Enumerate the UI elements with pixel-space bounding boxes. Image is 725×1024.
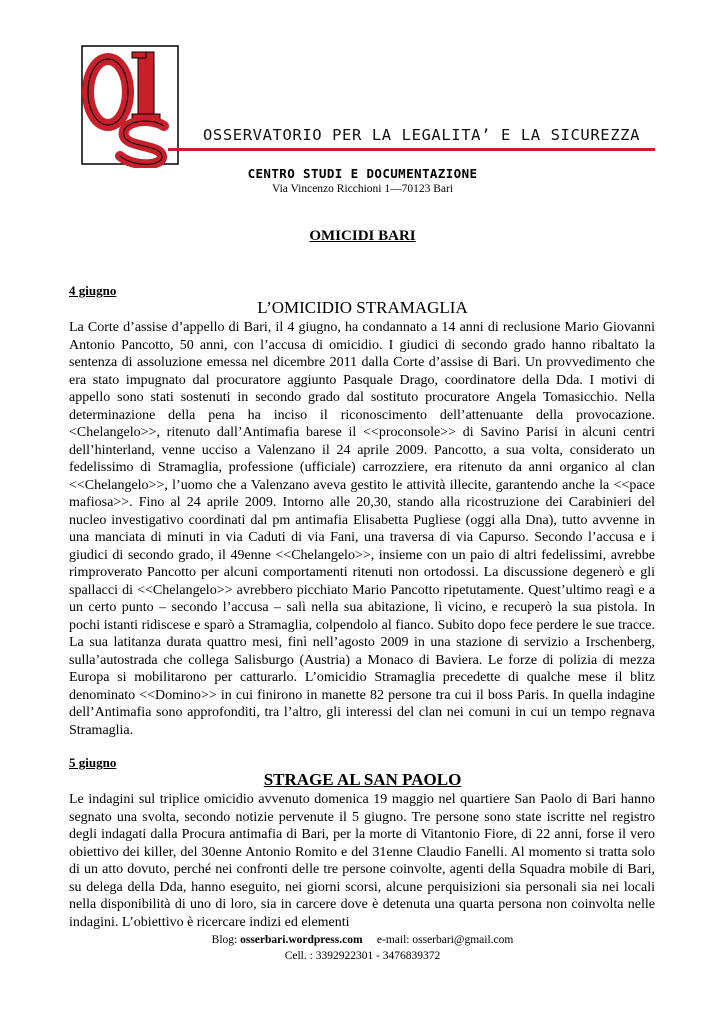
article-date: 4 giugno (69, 283, 117, 298)
article-body: Le indagini sul triplice omicidio avvenuto domenica 19 maggio nel quartiere San Paolo di Bari hanno segnato una svolta, secondo notizie pervenute il 5 giugno. Tre persone sono state iscritte nel registro degli indagati dalla Procura antimafia di Bari, per la morte di Vitantonio Fiore, di 22 anni, forse il vero obiettivo dei killer, del 30enne Antonio Romito e del 31enne Claudio Fanelli. Al momento si tratta solo di un atto dovuto, perché nei confronti delle tre persone coinvolte, agenti della Squadra mobile di Bari, su delega della Dda, hanno eseguito, nei giorni scorsi, alcune perquisizioni sia personali sia nei locali nella disponibilità di uno di loro, sia in carcere dove è detenuta una quarta persona non coinvolta nelle indagini. L’obiettivo è ricercare indizi ed elementi (69, 792, 655, 930)
header-divider (168, 148, 655, 151)
footer-phones: Cell. : 3392922301 - 3476839372 (284, 950, 441, 962)
document-title: OMICIDI BARI (309, 228, 416, 244)
email-label: e-mail: (376, 934, 410, 946)
article-date: 5 giugno (69, 755, 117, 770)
blog-link[interactable]: osserbari.wordpress.com (240, 934, 363, 946)
email-link[interactable]: osserbari@gmail.com (412, 934, 514, 946)
organization-name: OSSERVATORIO PER LA LEGALITA’ E LA SICUREZZA (203, 126, 640, 144)
article-body: La Corte d’assise d’appello di Bari, il 4 giugno, ha condannato a 14 anni di reclusione Mario Giovanni Antonio Pancotto, 50 anni, con l’accusa di omicidio. I giudici di secondo grado hanno ribaltato la sentenza di assoluzione emessa nel dicembre 2011 dalla Corte d’assise di Bari. Un provvedimento che era stato impugnato dal procuratore aggiunto Pasquale Drago, coordinatore della Dda. I motivi di appello sono stati sostenuti in secondo grado dal sostituto procuratore Angela Tomasicchio. Nella determinazione della pena ha inciso il riconoscimento dell’attenuante della provocazione. <Chelangelo>>, ritenuto dall’Antimafia barese il <<proconsole>> di Savino Parisi in alcuni centri dell’hinterland, venne ucciso a Valenzano il 24 aprile 2009. Pancotto, a sua volta, considerato un fedelissimo di Stramaglia, professione (ufficiale) carrozziere, era ritenuto da anni organico al clan <<Chelangelo>>, l’uomo che a Valenzano aveva gestito le attività illecite, garantendo anche la <<pace mafiosa>>. Fino al 24 aprile 2009. Intorno alle 20,30, stando alla ricostruzione dei Carabinieri del nucleo investigativo coordinati dal pm antimafia Elisabetta Pugliese (oggi alla Dna), tutto avvenne in una manciata di minuti in via Caduti di via Fani, una traversa di via Capurso. Secondo l’accusa e i giudici di secondo grado, il 49enne <<Chelangelo>>, insieme con un paio di altri fedelissimi, avrebbe rimproverato Pancotto per alcuni comportamenti ritenuti non ortodossi. La discussione degenerò e gli spallacci di <<Chelangelo>> avrebbero picchiato Mario Pancotto ripetutamente. Quest’ultimo reagì e a un certo punto – secondo l’accusa – salì nella sua abitazione, lì vicino, e recuperò la sua pistola. In pochi istanti ridiscese e sparò a Stramaglia, colpendolo al fianco. Subito dopo fece perdere le sue tracce. La sua latitanza durata quattro mesi, finì nell’agosto 2009 in una stazione di servizio a Irschenberg, sulla’autostrada che collega Salisburgo (Austria) a Monaco di Baviera. Le forze di polizia di mezza Europa si mobilitarono per catturarlo. L’omicidio Stramaglia precedette di qualche mese il blitz denominato <<Domino>> in cui finirono in manette 82 persone tra cui il boss Paris. In quella indagine dell’Antimafia sono approfonditi, tra l’altro, gli interessi del clan nei comuni in cui un tempo regnava Stramaglia. (69, 320, 655, 738)
address: Via Vincenzo Ricchioni 1—70123 Bari (271, 183, 454, 195)
center-name: CENTRO STUDI E DOCUMENTAZIONE (247, 166, 478, 181)
article-title: STRAGE AL SAN PAOLO (263, 770, 462, 789)
article-title: L’OMICIDIO STRAMAGLIA (257, 298, 468, 317)
footer-contacts (0, 934, 725, 946)
blog-label: Blog: (211, 934, 238, 946)
